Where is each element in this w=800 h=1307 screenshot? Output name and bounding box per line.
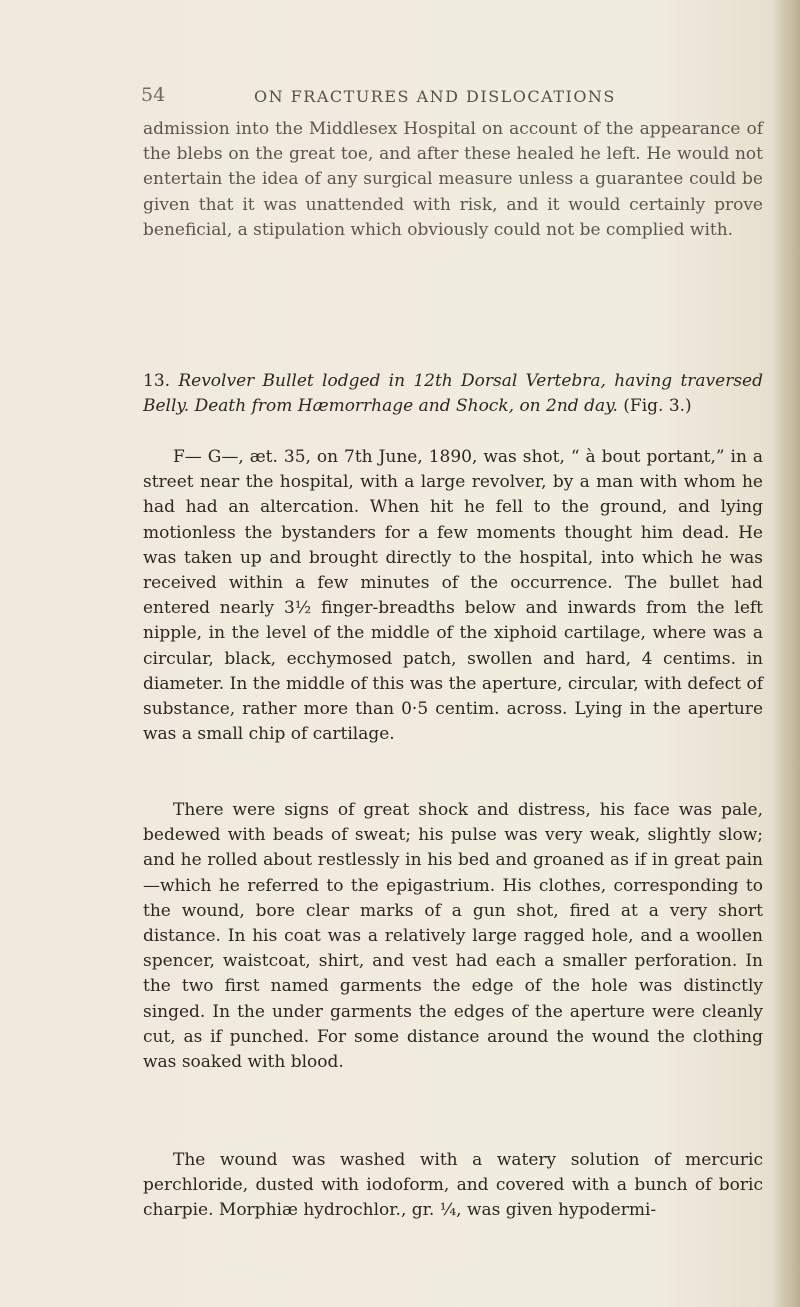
page-edge-shadow <box>774 0 800 1307</box>
running-title: ON FRACTURES AND DISLOCATIONS <box>254 87 616 106</box>
case-body-paragraph-2: There were signs of great shock and distress, his face was pale, bedewed with beads of sweat; his pulse was very weak, slightly slow; and he rolled about restlessly in his bed and groaned as if in great pain—which he referred to the epigastrium. His clothes, corresponding to the wound, bore clear marks of a gun shot, fired at a very short distance. In his coat was a relatively large ragged hole, and a woollen spencer, waistcoat, shirt, and vest had each a smaller perforation. In the two first named garments the edge of the hole was distinctly singed. In the under garments the edges of the aperture were cleanly cut, as if punched. For some distance around the wound the clothing was soaked with blood. <box>143 800 763 1073</box>
continuation-paragraph: admission into the Middlesex Hospital on account of the appearance of the blebs on the great toe, and after these healed he left. He would not entertain the idea of any surgical measure unless a guarantee could be given that it was unattended with risk, and it would certainly prove beneficial, a stipulation which obviously could not be complied with. <box>143 119 763 240</box>
case-number: 13. <box>143 371 171 391</box>
case-body-paragraph-3: The wound was washed with a watery solution of mercuric perchloride, dusted with iodoform, and covered with a bunch of boric charpie. Morphiæ hydrochlor., gr. ¼, was given hypodermi- <box>143 1150 763 1221</box>
case-body-paragraph-1: F— G—, æt. 35, on 7th June, 1890, was shot, “ à bout portant,” in a street near the hospital, with a large revolver, by a man with whom he had had an altercation. When hit he fell to the ground, and lying motionless the bystanders for a few moments thought him dead. He was taken up and brought directly to the hospital, into which he was received within a few minutes of the occurrence. The bullet had entered nearly 3½ finger-breadths below and inwards from the left nipple, in the level of the middle of the xiphoid cartilage, where was a circular, black, ecchymosed patch, swollen and hard, 4 centims. in diameter. In the middle of this was the aperture, circular, with defect of substance, rather more than 0·5 centim. across. Lying in the aperture was a small chip of cartilage. <box>143 447 763 745</box>
page-number: 54 <box>141 84 166 106</box>
page-header <box>0 84 800 114</box>
case-heading <box>143 369 763 419</box>
case-title: Revolver Bullet lodged in 12th Dorsal Vertebra, having traversed Belly. Death from Hæmorrhage and Shock, on 2nd day. <box>143 371 763 417</box>
figure-reference: (Fig. 3.) <box>623 396 692 417</box>
